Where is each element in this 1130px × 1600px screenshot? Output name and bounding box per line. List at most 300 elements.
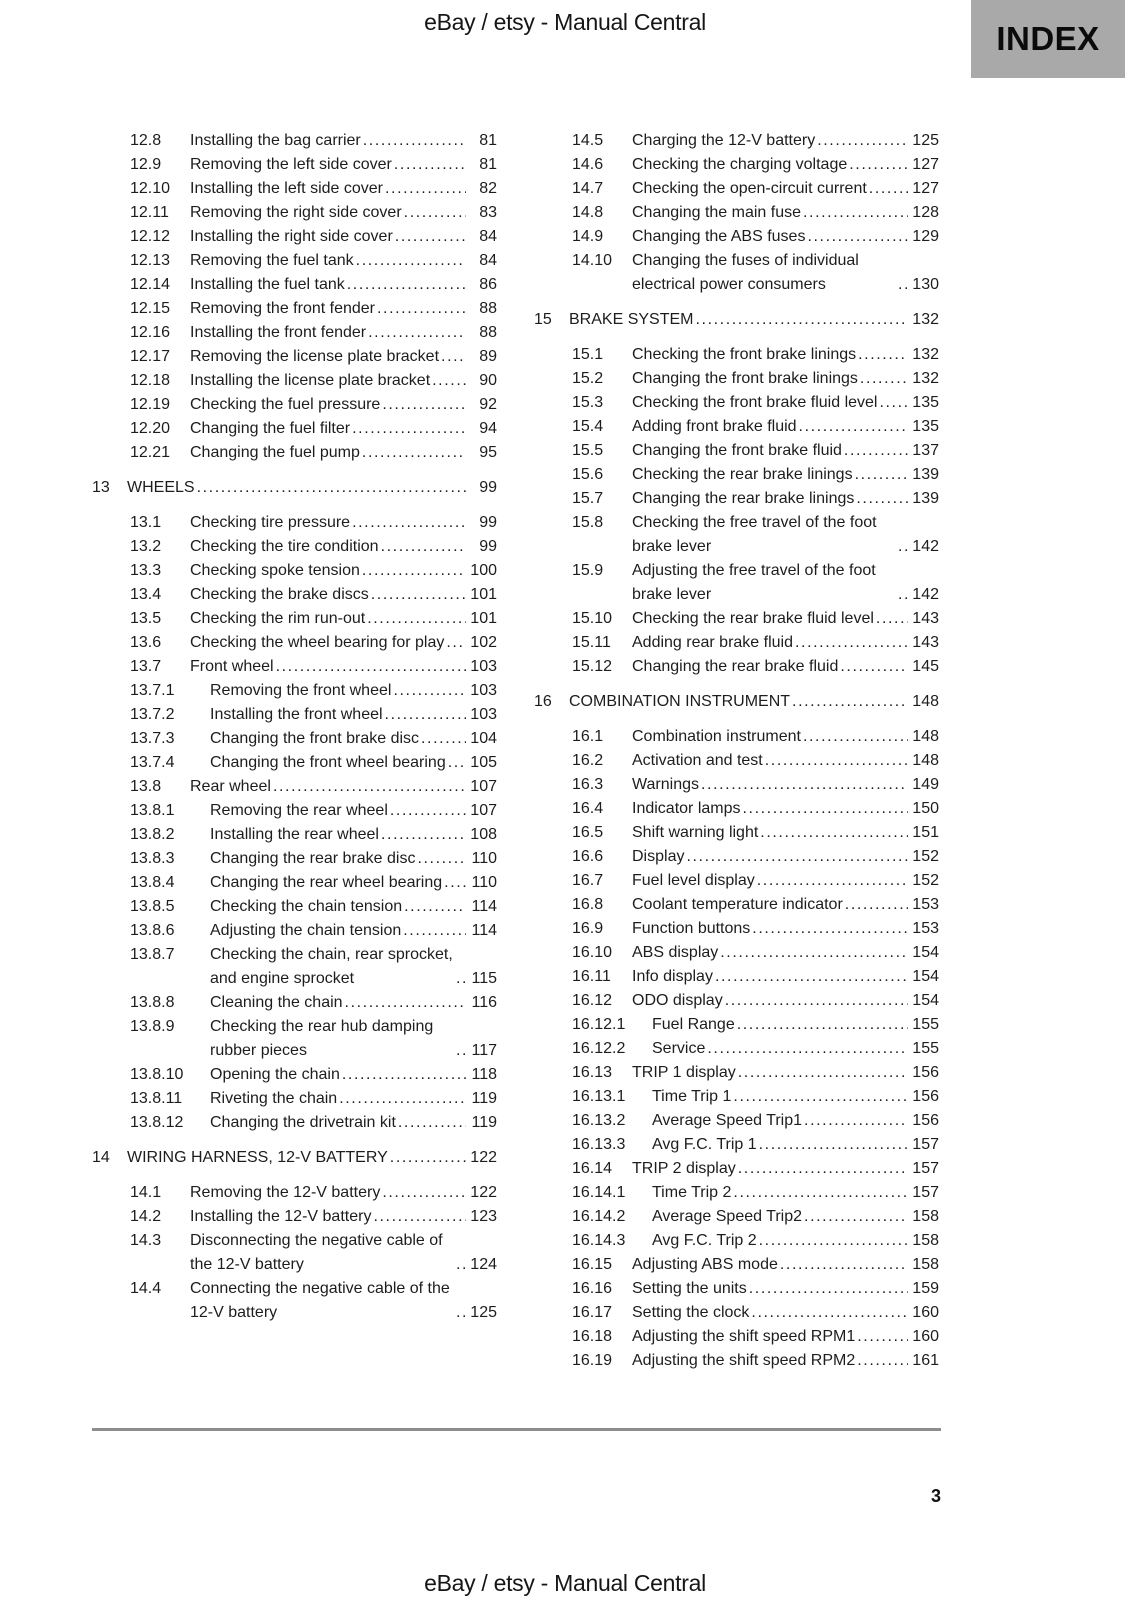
toc-dot-leader: [760, 821, 908, 845]
toc-dot-leader: [390, 1146, 466, 1170]
toc-entry: [92, 201, 497, 225]
toc-dot-leader: [751, 1301, 908, 1325]
toc-entry-page: 158: [912, 1232, 939, 1249]
toc-dot-leader: [377, 297, 466, 321]
toc-dot-leader: [276, 655, 466, 679]
toc-entry-page: 95: [479, 444, 497, 461]
toc-entry-title: Service: [652, 1040, 706, 1057]
toc-entry-title: Average Speed Trip1: [652, 1112, 803, 1129]
toc-entry: [534, 1157, 939, 1181]
toc-entry: [92, 225, 497, 249]
toc-entry-number: 16.9: [572, 920, 604, 937]
toc-entry-title: Setting the clock: [632, 1304, 750, 1321]
toc-entry: [92, 679, 497, 703]
toc-entry: [534, 1325, 939, 1349]
toc-entry: [534, 463, 939, 487]
toc-entry-page: 119: [471, 1090, 497, 1107]
toc-entry-number: 13.8.3: [130, 850, 175, 867]
toc-entry-page: 127: [912, 156, 939, 173]
toc-entry-number: 15.9: [572, 562, 604, 579]
toc-entry: [534, 690, 939, 714]
toc-entry: [92, 775, 497, 799]
toc-dot-leader: [456, 1253, 466, 1277]
toc-dot-leader: [339, 1087, 466, 1111]
toc-entry-title: Removing the right side cover: [190, 204, 402, 221]
toc-dot-leader: [792, 690, 908, 714]
toc-entry: [92, 583, 497, 607]
toc-entry-number: 14: [92, 1149, 110, 1166]
toc-entry: [534, 308, 939, 332]
toc-entry-page: 153: [912, 920, 939, 937]
toc-entry: [92, 1146, 497, 1170]
toc-entry-number: 16.14.3: [572, 1232, 626, 1249]
toc-entry-page: 145: [912, 658, 939, 675]
toc-entry-page: 103: [470, 682, 497, 699]
toc-dot-leader: [385, 177, 466, 201]
toc-dot-leader: [385, 703, 466, 727]
toc-dot-leader: [804, 1205, 908, 1229]
toc-dot-leader: [701, 773, 908, 797]
toc-dot-leader: [368, 321, 466, 345]
toc-dot-leader: [456, 967, 466, 991]
toc-entry-title: Installing the 12-V battery: [190, 1208, 372, 1225]
toc-entry-page: 84: [479, 228, 497, 245]
toc-entry-page: 103: [470, 658, 497, 675]
toc-entry: [92, 991, 497, 1015]
page-number: 3: [930, 1486, 941, 1506]
toc-entry-page: 86: [479, 276, 497, 293]
toc-dot-leader: [197, 476, 466, 500]
toc-entry: [92, 1229, 497, 1277]
toc-entry-number: 12.11: [130, 204, 169, 221]
toc-entry-page: 101: [470, 610, 497, 627]
toc-dot-leader: [352, 417, 466, 441]
toc-entry-title: TRIP 1 display: [632, 1064, 736, 1081]
toc-dot-leader: [382, 393, 466, 417]
toc-entry-title: Checking the rear hub damping rubber pieces: [210, 1018, 434, 1059]
toc-entry-page: 137: [912, 442, 939, 459]
toc-entry-page: 119: [471, 1114, 497, 1131]
toc-entry-number: 12.20: [130, 420, 171, 437]
toc-dot-leader: [444, 871, 466, 895]
toc-entry-number: 12.15: [130, 300, 171, 317]
toc-dot-leader: [759, 1229, 908, 1253]
toc-entry: [92, 321, 497, 345]
toc-entry-number: 15: [534, 311, 552, 328]
toc-entry-number: 16.7: [572, 872, 604, 889]
toc-entry-number: 13.7.4: [130, 754, 175, 771]
toc-entry-title: Coolant temperature indicator: [632, 896, 843, 913]
toc-entry: [92, 476, 497, 500]
toc-entry-page: 89: [479, 348, 497, 365]
toc-entry-number: 15.10: [572, 610, 613, 627]
toc-entry-page: 110: [471, 874, 497, 891]
toc-dot-leader: [347, 273, 466, 297]
toc-entry-number: 15.8: [572, 514, 604, 531]
toc-dot-leader: [448, 751, 466, 775]
toc-entry-page: 149: [912, 776, 939, 793]
toc-entry-page: 88: [479, 300, 497, 317]
toc-entry-page: 135: [912, 394, 939, 411]
toc-dot-leader: [398, 1111, 466, 1135]
toc-entry-number: 13.4: [130, 586, 162, 603]
toc-dot-leader: [356, 249, 466, 273]
toc-dot-leader: [381, 535, 466, 559]
toc-entry: [534, 869, 939, 893]
toc-entry-number: 13: [92, 479, 110, 496]
toc-entry: [534, 1229, 939, 1253]
toc-entry-title: Checking the rim run-out: [190, 610, 366, 627]
toc-entry-number: 16.12.2: [572, 1040, 626, 1057]
toc-entry-number: 14.9: [572, 228, 604, 245]
index-badge: [971, 0, 1125, 78]
toc-entry-number: 13.7: [130, 658, 162, 675]
toc-entry-number: 12.21: [130, 444, 171, 461]
toc-entry-number: 13.7.3: [130, 730, 175, 747]
toc-entry: [92, 1181, 497, 1205]
footer-divider: [92, 1428, 941, 1431]
toc-entry-page: 157: [912, 1136, 939, 1153]
toc-entry: [534, 1277, 939, 1301]
toc-entry: [534, 511, 939, 559]
toc-entry-page: 132: [912, 346, 939, 363]
toc-entry-page: 153: [912, 896, 939, 913]
toc-entry-title: Changing the front brake disc: [210, 730, 420, 747]
toc-entry-page: 130: [912, 276, 939, 293]
toc-entry-page: 139: [912, 466, 939, 483]
toc-entry-title: Changing the front brake fluid: [632, 442, 842, 459]
toc-entry: [534, 1085, 939, 1109]
toc-dot-leader: [840, 655, 908, 679]
toc-dot-leader: [765, 749, 908, 773]
header-title: eBay / etsy - Manual Central: [424, 9, 706, 35]
toc-entry-title: Rear wheel: [190, 778, 271, 795]
toc-entry-number: 16.3: [572, 776, 604, 793]
toc-entry-title: Avg F.C. Trip 2: [652, 1232, 757, 1249]
index-label: INDEX: [996, 20, 1100, 57]
toc-entry-number: 12.13: [130, 252, 171, 269]
toc-entry-number: 13.8.7: [130, 946, 175, 963]
toc-entry-page: 125: [470, 1304, 497, 1321]
toc-entry-number: 16.14.2: [572, 1208, 626, 1225]
toc-entry: [92, 1111, 497, 1135]
toc-entry: [534, 1109, 939, 1133]
toc-entry: [534, 655, 939, 679]
toc-entry-title: BRAKE SYSTEM: [569, 311, 694, 328]
toc-entry-title: Changing the fuel filter: [190, 420, 351, 437]
toc-entry-page: 151: [912, 824, 939, 841]
toc-entry: [92, 345, 497, 369]
toc-entry: [534, 1253, 939, 1277]
toc-entry-number: 13.7.1: [130, 682, 175, 699]
toc-entry: [92, 943, 497, 991]
toc-dot-leader: [799, 415, 908, 439]
toc-dot-leader: [345, 991, 466, 1015]
toc-entry-page: 157: [912, 1160, 939, 1177]
toc-entry-title: Checking the free travel of the foot brake lever: [632, 514, 877, 555]
toc-dot-leader: [858, 343, 908, 367]
toc-entry-title: Checking the rear brake linings: [632, 466, 853, 483]
toc-entry-title: Removing the front wheel: [210, 682, 392, 699]
toc-entry-number: 16.4: [572, 800, 604, 817]
toc-dot-leader: [849, 153, 908, 177]
toc-entry-title: Installing the bag carrier: [190, 132, 361, 149]
toc-entry-page: 81: [479, 132, 497, 149]
toc-entry-title: Fuel level display: [632, 872, 755, 889]
toc-entry-number: 13.3: [130, 562, 162, 579]
toc-entry-page: 117: [471, 1042, 497, 1059]
toc-dot-leader: [390, 799, 466, 823]
toc-dot-leader: [686, 845, 908, 869]
toc-entry-page: 142: [912, 586, 939, 603]
toc-dot-leader: [342, 1063, 466, 1087]
toc-entry-title: Checking the fuel pressure: [190, 396, 381, 413]
toc-entry-number: 13.5: [130, 610, 162, 627]
toc-entry-title: Connecting the negative cable of the 12-V battery: [190, 1280, 450, 1321]
toc-entry-title: Adjusting ABS mode: [632, 1256, 778, 1273]
toc-entry-number: 16.13: [572, 1064, 613, 1081]
toc-entry: [534, 965, 939, 989]
toc-dot-leader: [898, 535, 908, 559]
toc-entry-number: 13.8.8: [130, 994, 175, 1011]
toc-entry-page: 82: [479, 180, 497, 197]
toc-dot-leader: [382, 1181, 466, 1205]
toc-entry-title: Checking the rear brake fluid level: [632, 610, 874, 627]
toc-entry-title: Removing the license plate bracket: [190, 348, 440, 365]
toc-entry-page: 157: [912, 1184, 939, 1201]
toc-entry: [534, 631, 939, 655]
toc-entry: [92, 823, 497, 847]
toc-dot-leader: [456, 1039, 466, 1063]
toc-entry-page: 116: [471, 994, 497, 1011]
toc-entry-number: 16.2: [572, 752, 604, 769]
toc-entry: [534, 391, 939, 415]
toc-entry-title: Removing the rear wheel: [210, 802, 388, 819]
toc-entry-title: Changing the fuel pump: [190, 444, 360, 461]
toc-dot-leader: [715, 965, 908, 989]
toc-entry-title: Removing the fuel tank: [190, 252, 354, 269]
toc-entry-title: Checking the front brake linings: [632, 346, 857, 363]
toc-dot-leader: [738, 1157, 908, 1181]
toc-entry-page: 159: [912, 1280, 939, 1297]
toc-entry-number: 14.1: [130, 1184, 162, 1201]
toc-dot-leader: [733, 1181, 908, 1205]
toc-dot-leader: [795, 631, 908, 655]
toc-entry: [534, 1181, 939, 1205]
toc-entry-page: 108: [470, 826, 497, 843]
toc-dot-leader: [845, 893, 908, 917]
toc-entry-number: 13.8.4: [130, 874, 175, 891]
toc-entry-number: 16.6: [572, 848, 604, 865]
toc-entry: [534, 797, 939, 821]
toc-entry-page: 104: [470, 730, 497, 747]
toc-entry-page: 88: [479, 324, 497, 341]
toc-dot-leader: [394, 153, 466, 177]
toc-entry-number: 12.9: [130, 156, 162, 173]
toc-entry-title: Adjusting the free travel of the foot brake lever: [632, 562, 876, 603]
toc-entry-number: 16.18: [572, 1328, 613, 1345]
toc-entry-number: 14.8: [572, 204, 604, 221]
toc-entry-page: 155: [912, 1040, 939, 1057]
toc-entry-title: Installing the fuel tank: [190, 276, 345, 293]
toc-dot-leader: [273, 775, 466, 799]
toc-entry-page: 115: [471, 970, 497, 987]
toc-dot-leader: [395, 225, 466, 249]
toc-entry-page: 160: [912, 1304, 939, 1321]
toc-entry: [92, 1205, 497, 1229]
toc-entry-title: Changing the rear wheel bearing: [210, 874, 443, 891]
toc-entry-page: 155: [912, 1016, 939, 1033]
toc-entry-number: 16.14.1: [572, 1184, 626, 1201]
toc-entry-number: 12.12: [130, 228, 171, 245]
toc-entry-page: 132: [912, 370, 939, 387]
toc-entry: [92, 153, 497, 177]
toc-entry-number: 16.19: [572, 1352, 613, 1369]
toc-entry-page: 125: [912, 132, 939, 149]
toc-entry-page: 154: [912, 968, 939, 985]
toc-entry: [92, 297, 497, 321]
toc-entry-number: 16.10: [572, 944, 613, 961]
toc-entry: [534, 487, 939, 511]
toc-column-right: [534, 129, 939, 1373]
toc-entry-number: 16.17: [572, 1304, 613, 1321]
toc-dot-leader: [817, 129, 908, 153]
toc-entry-title: Activation and test: [632, 752, 763, 769]
toc-entry-title: COMBINATION INSTRUMENT: [569, 693, 791, 710]
toc-entry-number: 16.1: [572, 728, 604, 745]
toc-entry-title: Info display: [632, 968, 713, 985]
toc-entry-page: 94: [479, 420, 497, 437]
toc-entry-title: Checking the brake discs: [190, 586, 369, 603]
toc-entry-title: Changing the fuses of individual electrical power consumers: [632, 252, 859, 293]
toc-entry-number: 13.8.12: [130, 1114, 184, 1131]
toc-entry-title: Adding rear brake fluid: [632, 634, 793, 651]
toc-entry-title: Changing the rear brake linings: [632, 490, 855, 507]
toc-entry-page: 161: [912, 1352, 939, 1369]
toc-entry-number: 15.1: [572, 346, 604, 363]
toc-entry-page: 122: [470, 1149, 497, 1166]
toc-entry-title: Installing the license plate bracket: [190, 372, 431, 389]
toc-dot-leader: [749, 1277, 908, 1301]
toc-entry-page: 129: [912, 228, 939, 245]
toc-entry: [534, 845, 939, 869]
toc-entry-number: 16.13.1: [572, 1088, 626, 1105]
toc-entry: [534, 1349, 939, 1373]
toc-dot-leader: [446, 631, 466, 655]
toc-dot-leader: [752, 917, 908, 941]
toc-dot-leader: [421, 727, 466, 751]
toc-entry-number: 14.3: [130, 1232, 162, 1249]
toc-entry-title: Changing the drivetrain kit: [210, 1114, 396, 1131]
toc-entry-title: Changing the front wheel bearing: [210, 754, 446, 771]
toc-entry-title: TRIP 2 display: [632, 1160, 736, 1177]
toc-entry-title: Checking the chain, rear sprocket, and engine sprocket: [210, 946, 453, 987]
toc-entry: [534, 1133, 939, 1157]
toc-entry-number: 14.10: [572, 252, 613, 269]
toc-entry: [92, 559, 497, 583]
toc-entry-title: Adjusting the shift speed RPM2: [632, 1352, 856, 1369]
toc-entry-number: 13.6: [130, 634, 162, 651]
toc-entry: [92, 799, 497, 823]
toc-entry-number: 16.14: [572, 1160, 613, 1177]
toc-dot-leader: [373, 1205, 466, 1229]
toc-dot-leader: [432, 369, 466, 393]
toc-entry-title: Checking the chain tension: [210, 898, 403, 915]
toc-entry-title: Adding front brake fluid: [632, 418, 797, 435]
toc-entry: [92, 703, 497, 727]
toc-entry-number: 12.16: [130, 324, 171, 341]
table-of-contents: [92, 129, 939, 1373]
toc-entry-number: 15.6: [572, 466, 604, 483]
toc-entry-title: WIRING HARNESS, 12-V BATTERY: [127, 1149, 388, 1166]
toc-dot-leader: [381, 823, 466, 847]
toc-entry: [92, 1063, 497, 1087]
toc-entry-title: Opening the chain: [210, 1066, 340, 1083]
toc-entry-number: 15.12: [572, 658, 613, 675]
toc-entry-number: 16.11: [572, 968, 611, 985]
toc-entry-title: Cleaning the chain: [210, 994, 343, 1011]
toc-entry: [92, 393, 497, 417]
toc-entry-number: 15.5: [572, 442, 604, 459]
toc-entry-number: 16.12: [572, 992, 613, 1009]
toc-entry: [534, 225, 939, 249]
toc-entry-number: 13.8.1: [130, 802, 175, 819]
toc-entry-number: 14.2: [130, 1208, 162, 1225]
toc-entry-number: 13.8.9: [130, 1018, 175, 1035]
toc-entry-page: 103: [470, 706, 497, 723]
toc-entry: [92, 1015, 497, 1063]
toc-entry-number: 13.7.2: [130, 706, 175, 723]
toc-entry-page: 123: [470, 1208, 497, 1225]
toc-dot-leader: [393, 679, 466, 703]
toc-dot-leader: [362, 559, 466, 583]
toc-entry-title: Average Speed Trip2: [652, 1208, 803, 1225]
toc-entry-number: 15.7: [572, 490, 604, 507]
toc-dot-leader: [757, 869, 908, 893]
toc-dot-leader: [759, 1133, 908, 1157]
toc-entry-title: Display: [632, 848, 685, 865]
toc-entry: [534, 129, 939, 153]
toc-entry-title: Installing the left side cover: [190, 180, 383, 197]
toc-entry: [534, 749, 939, 773]
toc-entry-number: 16.13.2: [572, 1112, 626, 1129]
toc-entry-page: 150: [912, 800, 939, 817]
toc-entry-number: 14.7: [572, 180, 604, 197]
toc-entry-title: Function buttons: [632, 920, 751, 937]
toc-dot-leader: [804, 1109, 908, 1133]
toc-entry-number: 12.10: [130, 180, 171, 197]
toc-dot-leader: [371, 583, 466, 607]
toc-dot-leader: [807, 225, 908, 249]
toc-entry-page: 100: [470, 562, 497, 579]
toc-entry: [534, 249, 939, 297]
toc-dot-leader: [733, 1085, 908, 1109]
toc-entry-title: Checking tire pressure: [190, 514, 351, 531]
toc-entry-title: Changing the rear brake fluid: [632, 658, 839, 675]
toc-entry-number: 12.8: [130, 132, 162, 149]
toc-entry: [534, 989, 939, 1013]
toc-entry-title: Fuel Range: [652, 1016, 735, 1033]
toc-entry-page: 156: [912, 1064, 939, 1081]
toc-entry-title: Checking the front brake fluid level: [632, 394, 878, 411]
toc-entry: [92, 727, 497, 751]
toc-entry-number: 16: [534, 693, 552, 710]
toc-entry-number: 14.5: [572, 132, 604, 149]
toc-entry-page: 148: [912, 728, 939, 745]
toc-entry-title: Front wheel: [190, 658, 274, 675]
toc-entry-page: 110: [471, 850, 497, 867]
toc-entry: [92, 919, 497, 943]
